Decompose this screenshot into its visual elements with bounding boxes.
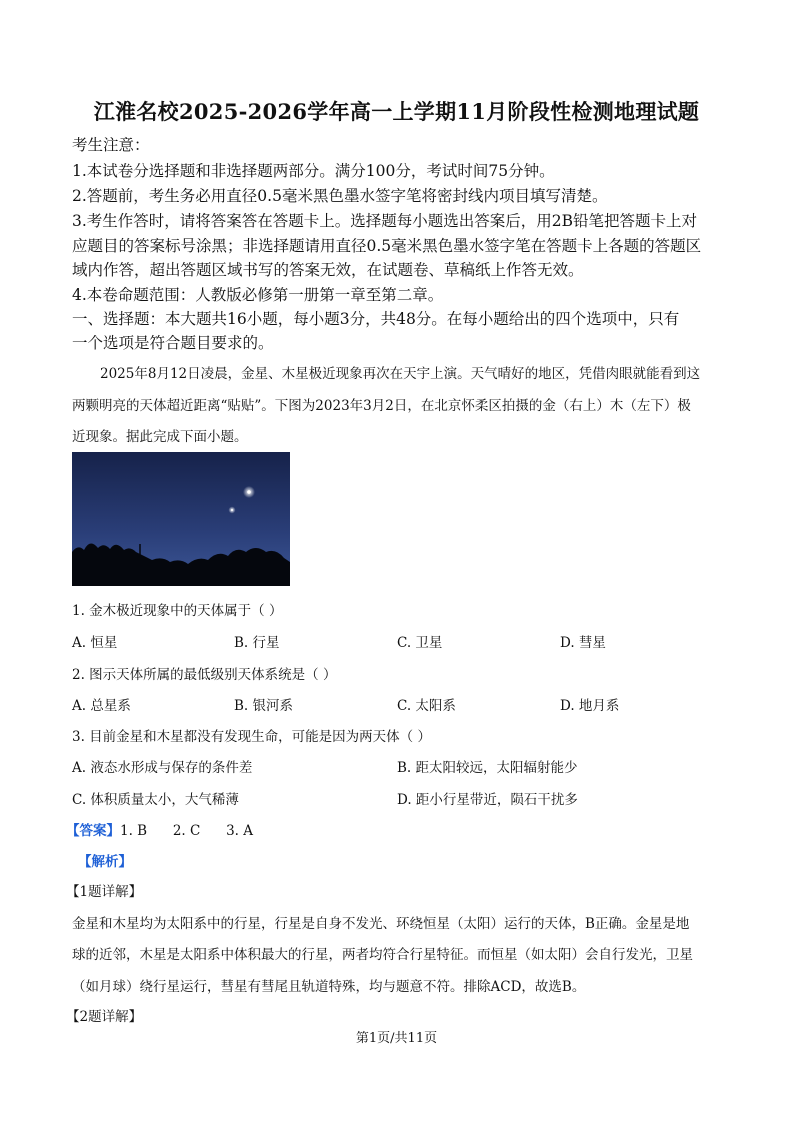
q3-option-d[interactable]: D. 距小行星带近，陨石干扰多 — [397, 792, 578, 808]
notice-item-2: 2.答题前，考生务必用直径0.5毫米黑色墨水签字笔将密封线内项目填写清楚。 — [72, 187, 608, 205]
detail-2-label: 【2题详解】 — [66, 1009, 143, 1025]
page-footer: 第1页/共11页 — [355, 1031, 438, 1046]
notice-item-4: 4.本卷命题范围：人教版必修第一册第一章至第二章。 — [72, 286, 444, 304]
q2-option-b[interactable]: B. 银河系 — [234, 698, 294, 714]
detail-1-line-2: 球的近邻，木星是太阳系中体积最大的行星，两者均符合行星特征。而恒星（如太阳）会自行发光，卫星 — [72, 947, 693, 963]
notice-item-1: 1.本试卷分选择题和非选择题两部分。满分100分，考试时间75分钟。 — [72, 162, 555, 180]
question-3-stem: 3. 目前金星和木星都没有发现生命，可能是因为两天体（ ） — [72, 729, 431, 745]
answer-values: 1. B 2. C 3. A — [120, 823, 254, 839]
notice-item-3-cont2: 域内作答，超出答题区域书写的答案无效，在试题卷、草稿纸上作答无效。 — [72, 261, 584, 279]
notice-item-3: 3.考生作答时，请将答案答在答题卡上。选择题每小题选出答案后，用2B铅笔把答题卡上对 — [72, 212, 698, 230]
q1-option-c[interactable]: C. 卫星 — [397, 635, 443, 651]
passage-line-2: 两颗明亮的天体超近距离“贴贴”。下图为2023年3月2日，在北京怀柔区拍摄的金（右上）木（左下）极 — [72, 398, 691, 414]
analysis-label: 【解析】 — [78, 854, 132, 870]
q3-option-c[interactable]: C. 体积质量太小，大气稀薄 — [72, 792, 239, 808]
passage-line-1: 2025年8月12日凌晨，金星、木星极近现象再次在天宇上演。天气晴好的地区，凭借肉眼就能看到这 — [100, 366, 701, 382]
question-1-stem: 1. 金木极近现象中的天体属于（ ） — [72, 603, 283, 619]
detail-1-line-3: （如月球）绕行星运行，彗星有彗尾且轨道特殊，均与题意不符。排除ACD，故选B。 — [72, 979, 586, 995]
answer-label: 【答案】 — [66, 823, 120, 839]
answer-row — [66, 819, 718, 839]
q3-option-b[interactable]: B. 距太阳较远，太阳辐射能少 — [397, 760, 578, 776]
notice-item-3-cont: 应题目的答案标号涂黑；非选择题请用直径0.5毫米黑色墨水签字笔在答题卡上各题的答题区 — [72, 237, 702, 255]
venus-jupiter-photo — [72, 452, 290, 586]
detail-1-label: 【1题详解】 — [66, 884, 143, 900]
question-2-stem: 2. 图示天体所属的最低级别天体系统是（ ） — [72, 667, 337, 683]
q2-option-d[interactable]: D. 地月系 — [560, 698, 620, 714]
q1-option-d[interactable]: D. 彗星 — [560, 635, 606, 651]
section-heading: 一、选择题：本大题共16小题，每小题3分，共48分。在每小题给出的四个选项中，只有 — [72, 310, 680, 328]
q1-option-a[interactable]: A. 恒星 — [72, 635, 118, 651]
detail-1-line-1: 金星和木星均为太阳系中的行星，行星是自身不发光、环绕恒星（太阳）运行的天体，B正确。金星是地 — [72, 916, 690, 932]
q3-option-a[interactable]: A. 液态水形成与保存的条件差 — [72, 760, 253, 776]
notice-heading: 考生注意： — [72, 136, 150, 154]
exam-title: 江淮名校2025-2026学年高一上学期11月阶段性检测地理试题 — [93, 99, 700, 124]
q2-option-a[interactable]: A. 总星系 — [72, 698, 131, 714]
q2-option-c[interactable]: C. 太阳系 — [397, 698, 456, 714]
q1-option-b[interactable]: B. 行星 — [234, 635, 280, 651]
passage-line-3: 近现象。据此完成下面小题。 — [72, 429, 248, 445]
section-heading-cont: 一个选项是符合题目要求的。 — [72, 334, 274, 352]
